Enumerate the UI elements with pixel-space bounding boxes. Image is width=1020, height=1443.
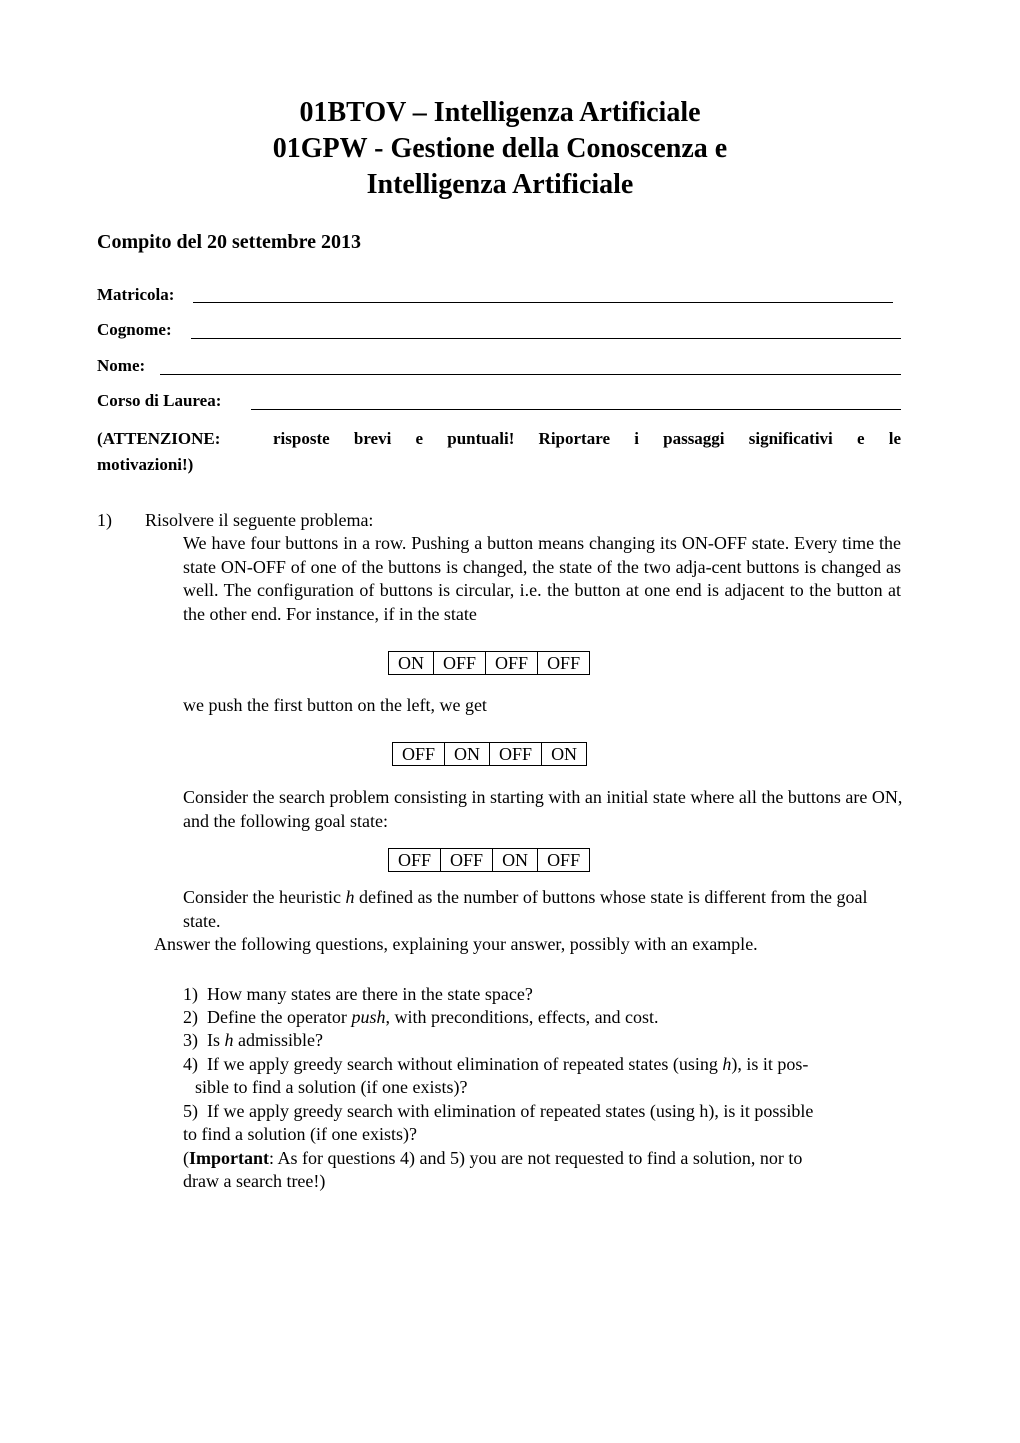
question-text: admissible? xyxy=(233,1030,323,1050)
state-cell: ON xyxy=(445,743,490,766)
question-text: Is xyxy=(207,1030,225,1050)
state-cell: ON xyxy=(493,849,538,872)
question-text: Define the operator xyxy=(207,1007,352,1027)
state-cell: OFF xyxy=(441,849,493,872)
state-cell: OFF xyxy=(538,652,590,675)
exam-date: Compito del 20 settembre 2013 xyxy=(97,231,362,253)
state-cell: OFF xyxy=(538,849,590,872)
warning-text: risposte brevi e puntuali! Riportare i passaggi significativi e le xyxy=(273,429,901,448)
note-important: Important xyxy=(189,1148,269,1168)
state-cell: ON xyxy=(389,652,434,675)
question-3 xyxy=(183,1029,323,1053)
corso-field[interactable] xyxy=(251,409,901,410)
title-line-2: 01GPW - Gestione della Conoscenza e xyxy=(272,133,728,164)
cognome-field[interactable] xyxy=(191,338,901,339)
question-text: If we apply greedy search without elimination of repeated states (using xyxy=(207,1054,723,1074)
state-table-after-push xyxy=(392,742,587,766)
state-table-goal xyxy=(388,848,590,872)
state-table-initial-example xyxy=(388,651,590,675)
state-cell: OFF xyxy=(490,743,542,766)
question-2 xyxy=(183,1006,659,1030)
heuristic-var: h xyxy=(224,1030,234,1050)
state-cell: ON xyxy=(542,743,587,766)
state-cell: OFF xyxy=(393,743,445,766)
warning-note xyxy=(97,426,901,478)
note-text: : As for questions 4) and 5) you are not requested to find a solution, nor to xyxy=(269,1148,803,1168)
state-cell: OFF xyxy=(434,652,486,675)
question-text: , with preconditions, effects, and cost. xyxy=(385,1007,659,1027)
problem-intro: We have four buttons in a row. Pushing a button means changing its ON-OFF state. Every time the state ON-OFF of one of the buttons is changed, the state of the two adja-cent buttons is changed as well. The configuration of buttons is circular, i.e. the button at one end is adjacent to the button at the other end. For instance, if in the state xyxy=(183,533,901,624)
question-number: 4) xyxy=(183,1054,198,1074)
push-text: we push the first button on the left, we get xyxy=(183,695,487,715)
question-5-cont: to find a solution (if one exists)? xyxy=(183,1124,417,1144)
question-number: 5) xyxy=(183,1101,198,1121)
question-4-cont: sible to find a solution (if one exists)? xyxy=(195,1077,468,1097)
search-text: Consider the search problem consisting in starting with an initial state where all the buttons are ON, and the following goal state: xyxy=(183,787,903,831)
heuristic-var: h xyxy=(722,1054,732,1074)
problem-heading: Risolvere il seguente problema: xyxy=(145,510,374,530)
state-cell: OFF xyxy=(486,652,538,675)
corso-label: Corso di Laurea: xyxy=(97,391,222,410)
nome-field[interactable] xyxy=(160,374,901,375)
important-note xyxy=(183,1147,802,1171)
warning-text-end: motivazioni!) xyxy=(97,455,194,474)
heuristic-text-post: defined as the number of buttons whose state is different from the goal state. xyxy=(183,887,868,931)
title-line-3: Intelligenza Artificiale xyxy=(366,169,634,200)
state-cell: OFF xyxy=(389,849,441,872)
matricola-label: Matricola: xyxy=(97,285,175,304)
question-text: If we apply greedy search with elimination of repeated states (using h), is it possible xyxy=(207,1101,814,1121)
title-line-1: 01BTOV – Intelligenza Artificiale xyxy=(299,97,701,128)
question-number: 1) xyxy=(183,984,198,1004)
heuristic-var: h xyxy=(345,887,355,907)
question-number: 2) xyxy=(183,1007,198,1027)
problem-number: 1) xyxy=(97,510,112,530)
answer-text: Answer the following questions, explaining your answer, possibly with an example. xyxy=(154,934,758,954)
question-number: 3) xyxy=(183,1030,198,1050)
note-paren: ( xyxy=(183,1148,189,1168)
question-1 xyxy=(183,983,533,1007)
question-text: ), is it pos- xyxy=(731,1054,809,1074)
important-note-cont: draw a search tree!) xyxy=(183,1171,326,1191)
heuristic-text-pre: Consider the heuristic xyxy=(183,887,346,907)
question-4 xyxy=(183,1053,808,1077)
question-text: How many states are there in the state space? xyxy=(207,984,533,1004)
operator-var: push xyxy=(351,1007,386,1027)
heuristic-text xyxy=(183,886,903,933)
nome-label: Nome: xyxy=(97,356,146,375)
question-5 xyxy=(183,1100,813,1124)
cognome-label: Cognome: xyxy=(97,320,172,339)
warning-label: (ATTENZIONE: xyxy=(97,429,221,448)
matricola-field[interactable] xyxy=(193,302,893,303)
